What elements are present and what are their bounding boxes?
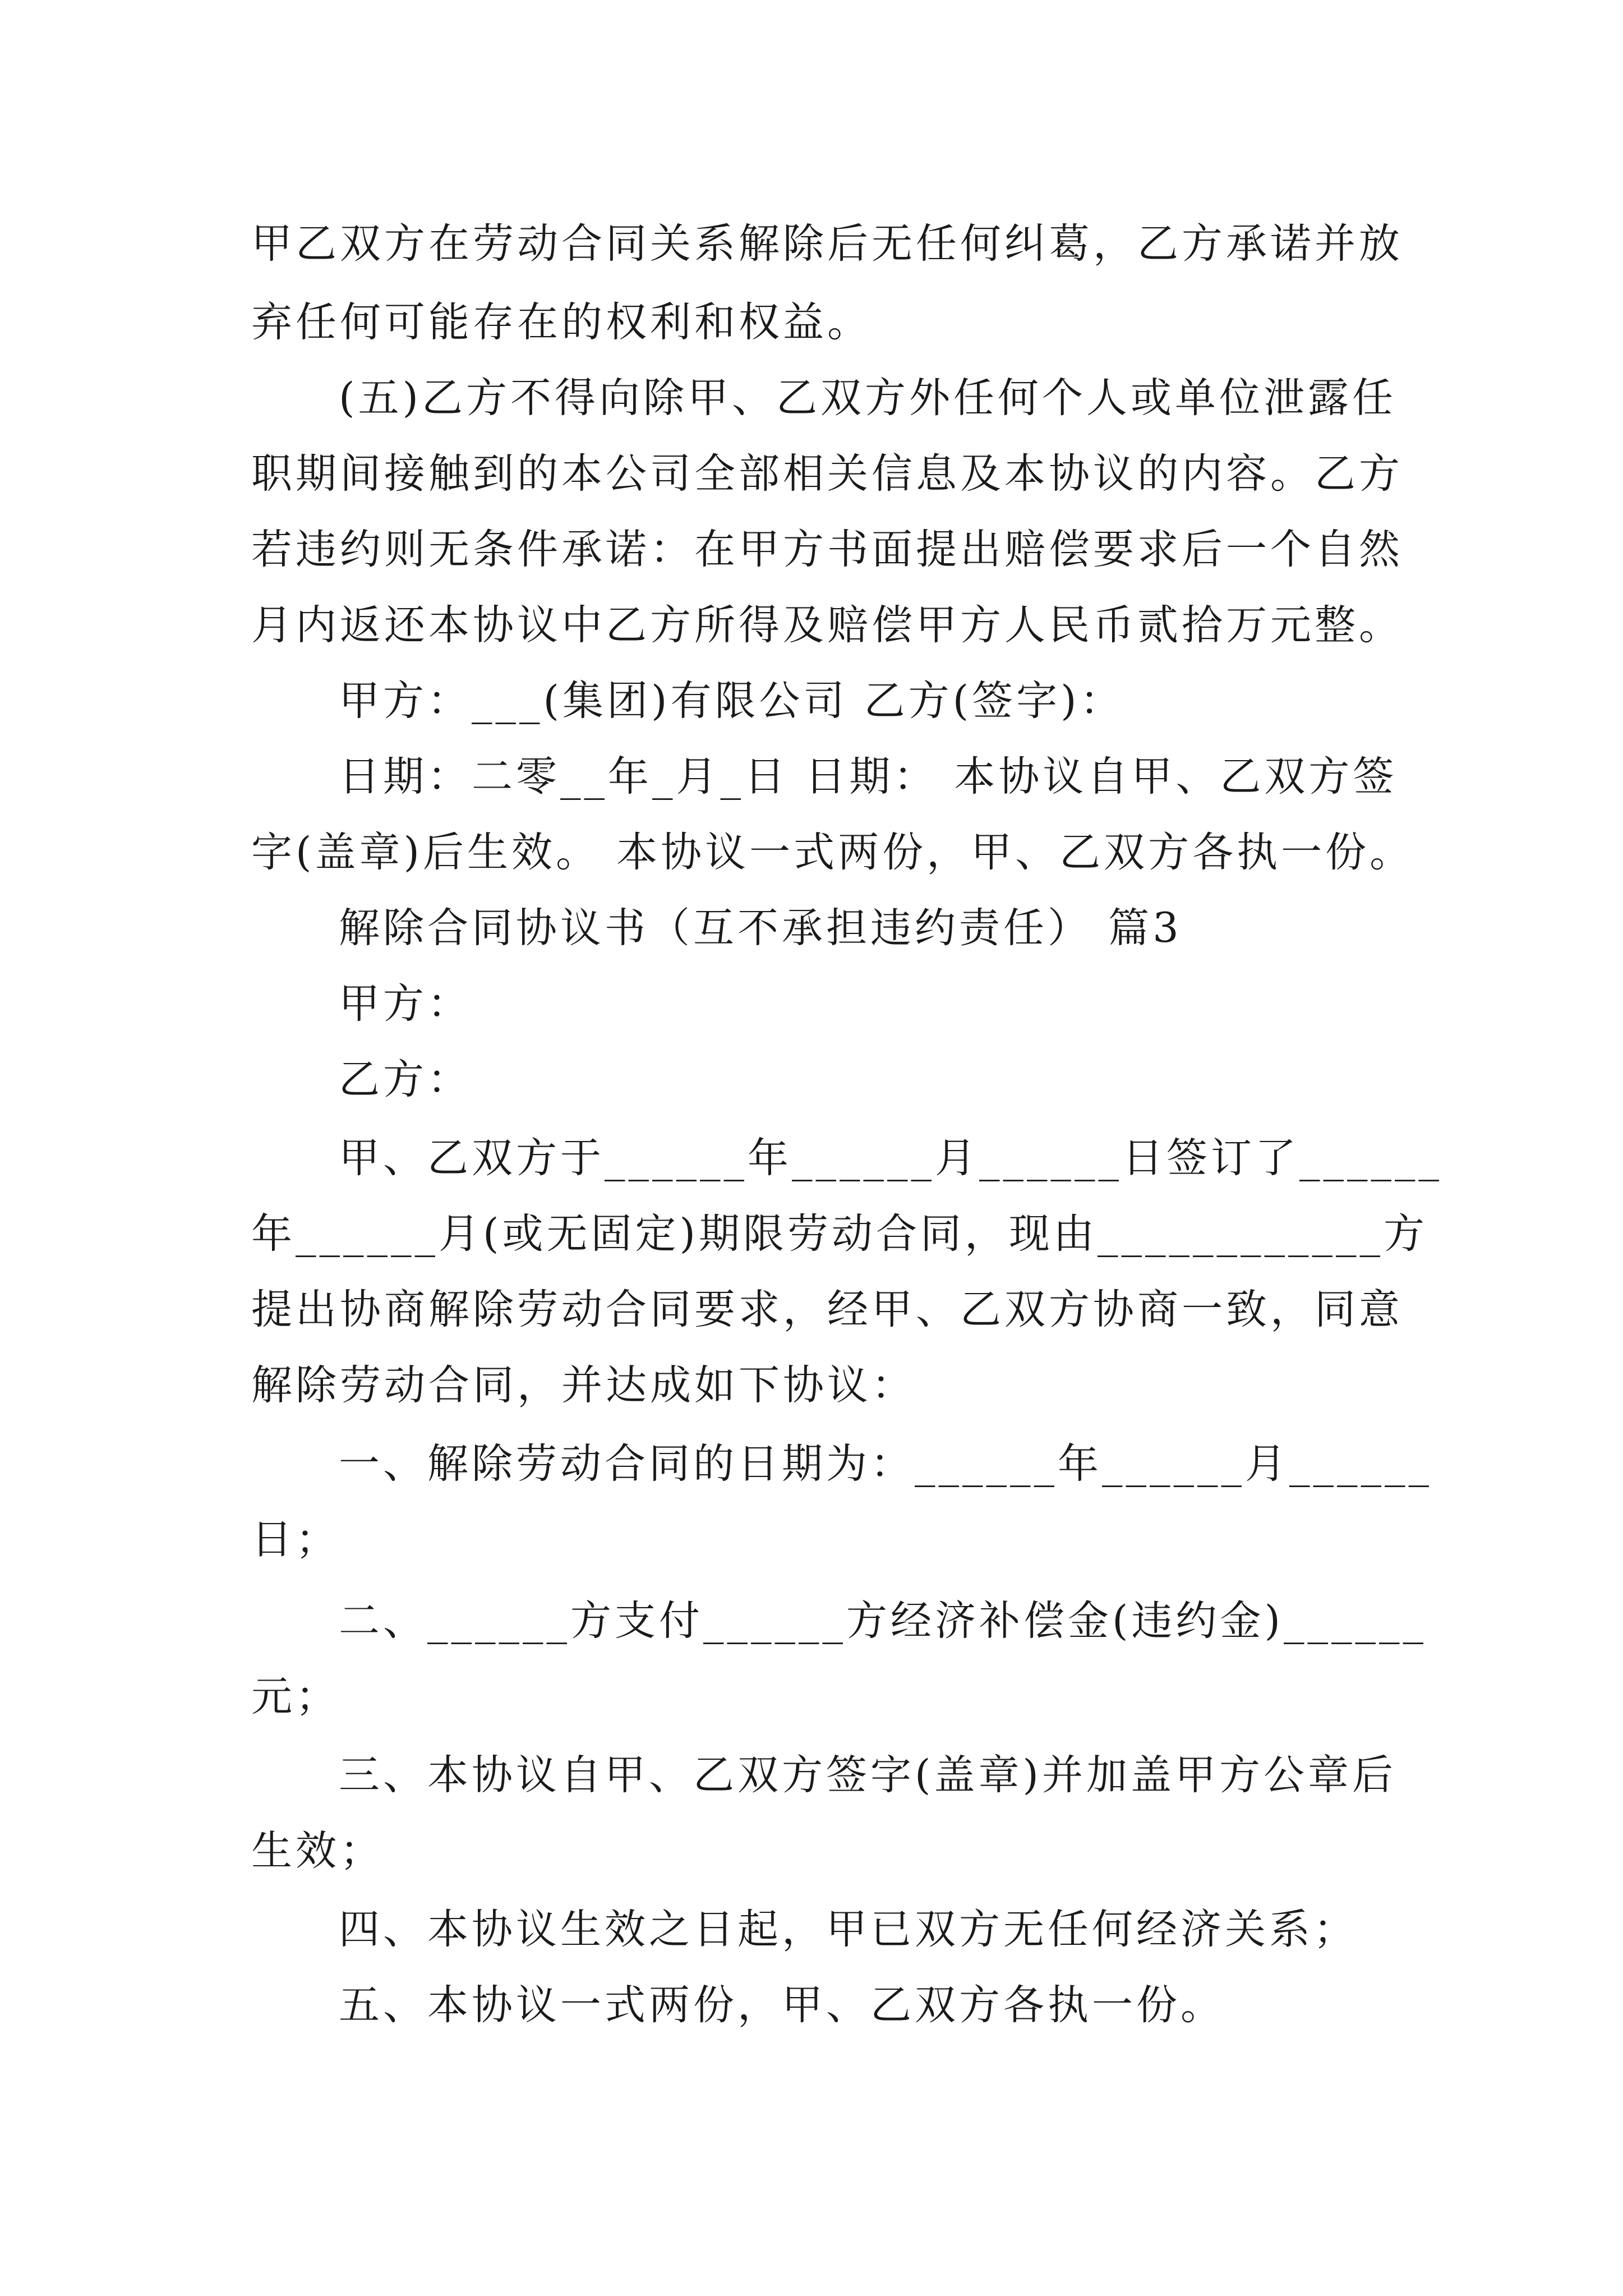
text-line: 生效； — [251, 1827, 384, 1875]
text-line: 日期：二零__年_月_日 日期： 本协议自甲、乙双方签 — [339, 753, 1398, 800]
text-line: 月内返还本协议中乙方所得及赔偿甲方人民币贰拾万元整。 — [251, 601, 1403, 649]
text-line: 元； — [251, 1673, 340, 1720]
text-line: 弃任何可能存在的权利和权益。 — [251, 298, 872, 346]
text-line: 解除劳动合同，并达成如下协议： — [251, 1361, 916, 1409]
text-line: 职期间接触到的本公司全部相关信息及本协议的内容。乙方 — [251, 450, 1403, 498]
text-line: 三、本协议自甲、乙双方签字(盖章)并加盖甲方公章后 — [339, 1751, 1396, 1799]
section-heading: 解除合同协议书（互不承担违约责任） 篇3 — [339, 904, 1182, 952]
text-line: 甲方：___(集团)有限公司 乙方(签字)： — [339, 677, 1124, 725]
text-line: 年______月(或无固定)期限劳动合同，现由____________方 — [251, 1210, 1428, 1258]
text-line: 提出协商解除劳动合同要求，经甲、乙双方协商一致，同意 — [251, 1286, 1403, 1333]
text-line: 字(盖章)后生效。 本协议一式两份，甲、乙双方各执一份。 — [251, 829, 1414, 876]
text-line: 甲乙双方在劳动合同关系解除后无任何纠葛，乙方承诺并放 — [251, 220, 1403, 268]
text-line: 乙方： — [339, 1056, 472, 1103]
text-line: 二、______方支付______方经济补偿金(违约金)______ — [339, 1597, 1427, 1645]
text-line: 一、解除劳动合同的日期为：______年______月______ — [339, 1440, 1432, 1488]
text-line: 甲、乙双方于______年______月______日签订了______ — [339, 1134, 1442, 1182]
text-line: 四、本协议生效之日起，甲已双方无任何经济关系； — [339, 1906, 1358, 1953]
text-line: 五、本协议一式两份，甲、乙双方各执一份。 — [339, 1981, 1225, 2029]
text-line: 若违约则无条件承诺：在甲方书面提出赔偿要求后一个自然 — [251, 526, 1403, 573]
text-line: (五)乙方不得向除甲、乙双方外任何个人或单位泄露任 — [339, 374, 1396, 422]
text-line: 甲方： — [339, 980, 472, 1028]
text-line: 日； — [251, 1516, 340, 1563]
